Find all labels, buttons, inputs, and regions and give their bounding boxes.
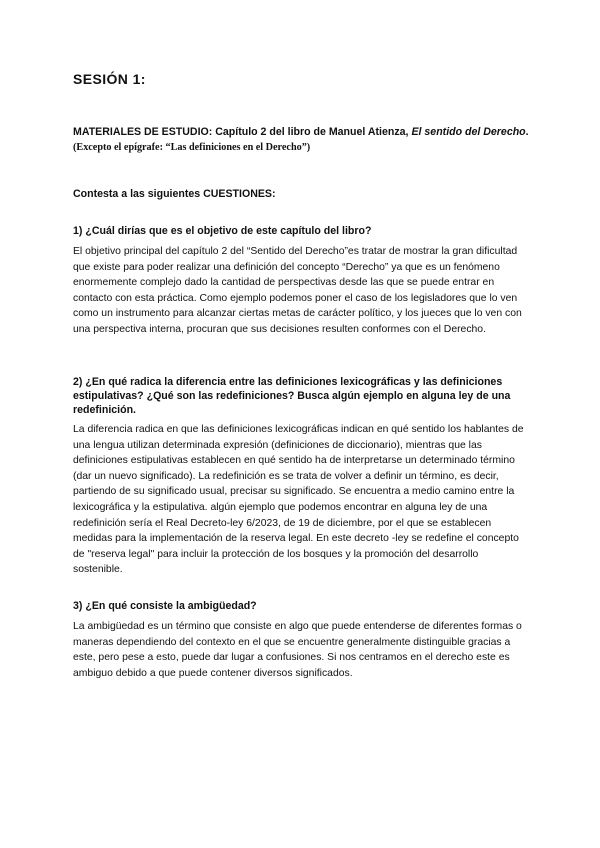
session-title: SESIÓN 1:: [73, 71, 146, 87]
materials-note: (Excepto el epígrafe: “Las definiciones en el Derecho”): [73, 142, 311, 153]
book-title: El sentido del Derecho: [411, 126, 526, 138]
materials-paragraph: [73, 125, 533, 155]
question-2-answer: La diferencia radica en que las definiciones lexicográficas indican en qué sentido los hablantes de una lengua utilizan determinada expresión (definiciones de diccionario), mientras que las definiciones estipulativas establecen en qué sentido ha de interpretarse un determinado término (dar un nuevo significado). La redefinición es se trata de volver a definir un término, es decir, partiendo de su significado usual, precisar su significado. Se encuentra a medio camino entre la lexicográfica y la estipulativa. algún ejemplo que podemos encontrar en alguna ley de una redefinición sería el Real Decreto-ley 6/2023, de 19 de diciembre, por el que se establecen medidas para la implementación de la reserva legal. En este decreto -ley se redefine el concepto de "reserva legal" para incluir la protección de los bosques y la promoción del desarrollo sostenible.: [73, 424, 524, 576]
question-1-heading: 1) ¿Cuál dirías que es el objetivo de este capítulo del libro?: [73, 225, 372, 237]
instructions-heading: Contesta a las siguientes CUESTIONES:: [73, 188, 276, 200]
materials-period: .: [525, 126, 529, 138]
question-2-heading: 2) ¿En qué radica la diferencia entre las definiciones lexicográficas y las definiciones estipulativas? ¿Qué son las redefiniciones? Busca algún ejemplo en alguna ley de una redefinición.: [73, 376, 511, 416]
materials-text: Capítulo 2 del libro de Manuel Atienza,: [212, 126, 412, 138]
question-3-heading: 3) ¿En qué consiste la ambigüedad?: [73, 600, 257, 612]
materials-label: MATERIALES DE ESTUDIO:: [73, 126, 213, 138]
question-3-answer: La ambigüedad es un término que consiste en algo que puede entenderse de diferentes formas o maneras dependiendo del contexto en el que se encuentre generalmente distinguible gracias a este, pero pese a esto, puede dar lugar a confusiones. Si nos centramos en el derecho este es ambiguo debido a que puede contener diversos significados.: [73, 621, 522, 679]
question-1-answer: El objetivo principal del capítulo 2 del “Sentido del Derecho”es tratar de mostrar la gran dificultad que existe para poder realizar una definición del concepto “Derecho” ya que es un fenómeno enormemente complejo dado la cantidad de perspectivas desde las que se puede entrar en contacto con esta práctica. Como ejemplo podemos poner el caso de los legisladores que lo ven como un instrumento para alcanzar ciertas metas de carácter político, y los jueces que lo ven con una perspectiva interna, procuran que sus decisiones resulten conformes con el Derecho.: [73, 246, 522, 335]
